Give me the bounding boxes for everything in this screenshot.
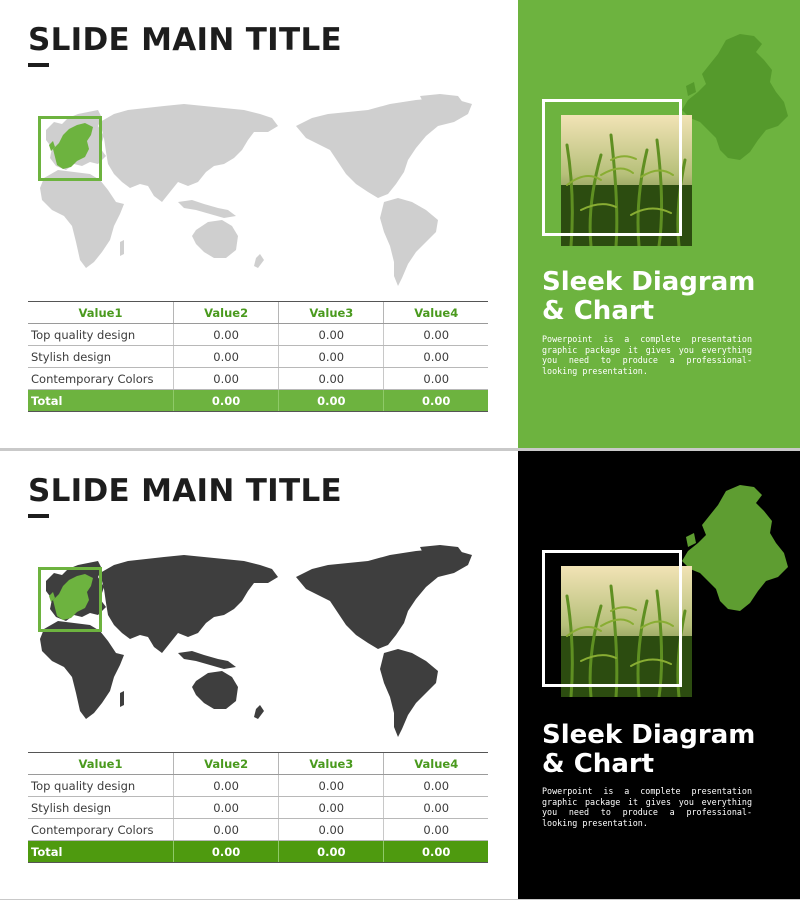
title-underline bbox=[28, 514, 49, 518]
table-cell: 0.00 bbox=[174, 324, 279, 346]
europe-highlight-frame bbox=[38, 567, 102, 632]
map-australia bbox=[192, 220, 238, 258]
table-cell: 0.00 bbox=[279, 819, 384, 841]
table-cell: Top quality design bbox=[28, 775, 174, 797]
slide-2 bbox=[0, 451, 800, 899]
europe-highlight-map bbox=[41, 119, 99, 178]
table-cell: 0.00 bbox=[384, 775, 488, 797]
map-australia bbox=[192, 671, 238, 709]
europe-highlight-map bbox=[41, 570, 99, 629]
table-header-cell: Value3 bbox=[279, 753, 384, 775]
map-africa bbox=[40, 621, 124, 719]
table-row bbox=[28, 775, 488, 797]
headline-line-1: Sleek Diagram bbox=[542, 720, 756, 750]
slide-title: SLIDE MAIN TITLE bbox=[28, 473, 342, 509]
map-madagascar bbox=[120, 240, 124, 256]
table-cell: 0.00 bbox=[384, 346, 488, 368]
table-cell: Stylish design bbox=[28, 346, 174, 368]
map-new-zealand bbox=[254, 254, 264, 268]
table-cell: Stylish design bbox=[28, 797, 174, 819]
table-total-cell: 0.00 bbox=[174, 841, 279, 863]
table-total-cell: Total bbox=[28, 390, 174, 412]
map-africa bbox=[40, 170, 124, 268]
table-header-cell: Value1 bbox=[28, 753, 174, 775]
headline-line-1: Sleek Diagram bbox=[542, 267, 756, 297]
map-asia bbox=[100, 104, 278, 202]
table-header-row bbox=[28, 753, 488, 775]
table-cell: 0.00 bbox=[384, 368, 488, 390]
table-row bbox=[28, 324, 488, 346]
table-cell: 0.00 bbox=[384, 797, 488, 819]
table-header-cell: Value2 bbox=[174, 753, 279, 775]
table-cell: 0.00 bbox=[384, 819, 488, 841]
table-header-cell: Value1 bbox=[28, 302, 174, 324]
table-cell: 0.00 bbox=[279, 368, 384, 390]
table-cell: 0.00 bbox=[174, 775, 279, 797]
table-cell: 0.00 bbox=[174, 368, 279, 390]
table-cell: 0.00 bbox=[279, 346, 384, 368]
table-cell: 0.00 bbox=[384, 324, 488, 346]
table-header-cell: Value4 bbox=[384, 302, 488, 324]
slide-title: SLIDE MAIN TITLE bbox=[28, 22, 342, 58]
table-row bbox=[28, 819, 488, 841]
table-row bbox=[28, 797, 488, 819]
map-south-america bbox=[380, 649, 438, 737]
table-total-cell: 0.00 bbox=[384, 841, 488, 863]
map-madagascar bbox=[120, 691, 124, 707]
table-total-cell: 0.00 bbox=[279, 841, 384, 863]
table-header-cell: Value2 bbox=[174, 302, 279, 324]
table-row bbox=[28, 346, 488, 368]
data-table bbox=[28, 752, 488, 863]
table-cell: Contemporary Colors bbox=[28, 368, 174, 390]
table-cell: 0.00 bbox=[279, 797, 384, 819]
table-total-cell: Total bbox=[28, 841, 174, 863]
data-table bbox=[28, 301, 488, 412]
photo-frame bbox=[542, 550, 682, 687]
photo-frame bbox=[542, 99, 682, 236]
headline-line-2: & Chart bbox=[542, 296, 655, 326]
panel-description: Powerpoint is a complete presentation graphic package it gives you everything you need to produce a professional-looking presentation. bbox=[542, 334, 752, 376]
table-total-cell: 0.00 bbox=[384, 390, 488, 412]
table-total-cell: 0.00 bbox=[174, 390, 279, 412]
table-header-cell: Value4 bbox=[384, 753, 488, 775]
map-south-america bbox=[380, 198, 438, 286]
map-indonesia bbox=[178, 200, 236, 218]
side-panel bbox=[518, 451, 800, 899]
panel-headline bbox=[542, 721, 755, 779]
table-total-row bbox=[28, 841, 488, 863]
table-cell: 0.00 bbox=[279, 324, 384, 346]
table-total-row bbox=[28, 390, 488, 412]
map-indonesia bbox=[178, 651, 236, 669]
headline-line-2: & Chart bbox=[542, 749, 655, 779]
table-cell: 0.00 bbox=[174, 819, 279, 841]
map-new-zealand bbox=[254, 705, 264, 719]
side-panel bbox=[518, 0, 800, 448]
table-header-cell: Value3 bbox=[279, 302, 384, 324]
table-header-row bbox=[28, 302, 488, 324]
table-cell: 0.00 bbox=[174, 797, 279, 819]
panel-description: Powerpoint is a complete presentation graphic package it gives you everything you need to produce a professional-looking presentation. bbox=[542, 786, 752, 828]
table-cell: 0.00 bbox=[174, 346, 279, 368]
table-row bbox=[28, 368, 488, 390]
table-cell: 0.00 bbox=[279, 775, 384, 797]
table-cell: Contemporary Colors bbox=[28, 819, 174, 841]
table-total-cell: 0.00 bbox=[279, 390, 384, 412]
table-cell: Top quality design bbox=[28, 324, 174, 346]
panel-headline bbox=[542, 268, 755, 326]
europe-highlight-frame bbox=[38, 116, 102, 181]
slide-1 bbox=[0, 0, 800, 448]
title-underline bbox=[28, 63, 49, 67]
map-asia bbox=[100, 555, 278, 653]
